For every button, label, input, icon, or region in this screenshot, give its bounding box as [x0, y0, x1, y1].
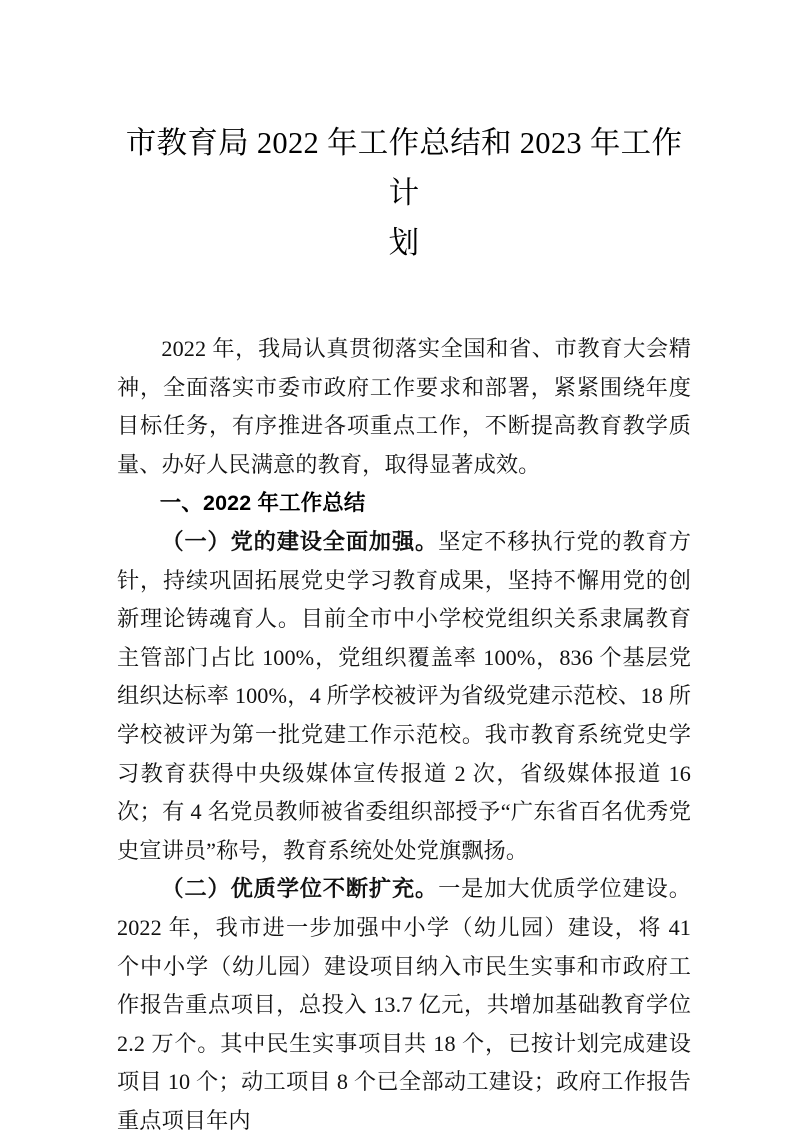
page-title — [117, 118, 691, 268]
document-body — [117, 118, 691, 1140]
subsection-1-body: 坚定不移执行党的教育方针，持续巩固拓展党史学习教育成果，坚持不懈用党的创新理论铸魂育人。目前全市中小学校党组织关系隶属教育主管部门占比 100%，党组织覆盖率 100%，836 个基层党组织达标率 100%，4 所学校被评为省级党建示范校、18 所学校被评为第一批党建工作示范校。我市教育系统党史学习教育获得中央级媒体宣传报道 2 次，省级媒体报道 16 次；有 4 名党员教师被省委组织部授予“广东省百名优秀党史宣讲员”称号，教育系统处处党旗飘扬。 — [117, 528, 691, 863]
page-title-line-2: 划 — [388, 226, 420, 260]
title-spacer — [117, 268, 691, 330]
paragraph-intro: 2022 年，我局认真贯彻落实全国和省、市教育大会精神，全面落实市委市政府工作要求和部署，紧紧围绕年度目标任务，有序推进各项重点工作，不断提高教育教学质量、办好人民满意的教育，取得显著成效。 — [117, 336, 691, 477]
subsection-2-body: 一是加大优质学位建设。2022 年，我市进一步加强中小学（幼儿园）建设，将 41 个中小学（幼儿园）建设项目纳入市民生实事和市政府工作报告重点项目，总投入 13.7 亿元，共增加基础教育学位 2.2 万个。其中民生实事项目共 18 个，已按计划完成建设项目 10 个；动工项目 8 个已全部动工建设；政府工作报告重点项目年内 — [117, 876, 691, 1133]
paragraph-subsection-1 — [117, 523, 691, 870]
page-title-line-1: 市教育局 2022 年工作总结和 2023 年工作计 — [125, 126, 683, 210]
paragraph-subsection-2 — [117, 870, 691, 1140]
subsection-2-lead: （二）优质学位不断扩充。 — [161, 876, 439, 902]
subsection-1-lead: （一）党的建设全面加强。 — [161, 528, 439, 554]
section-heading-1: 一、2022 年工作总结 — [159, 491, 366, 516]
